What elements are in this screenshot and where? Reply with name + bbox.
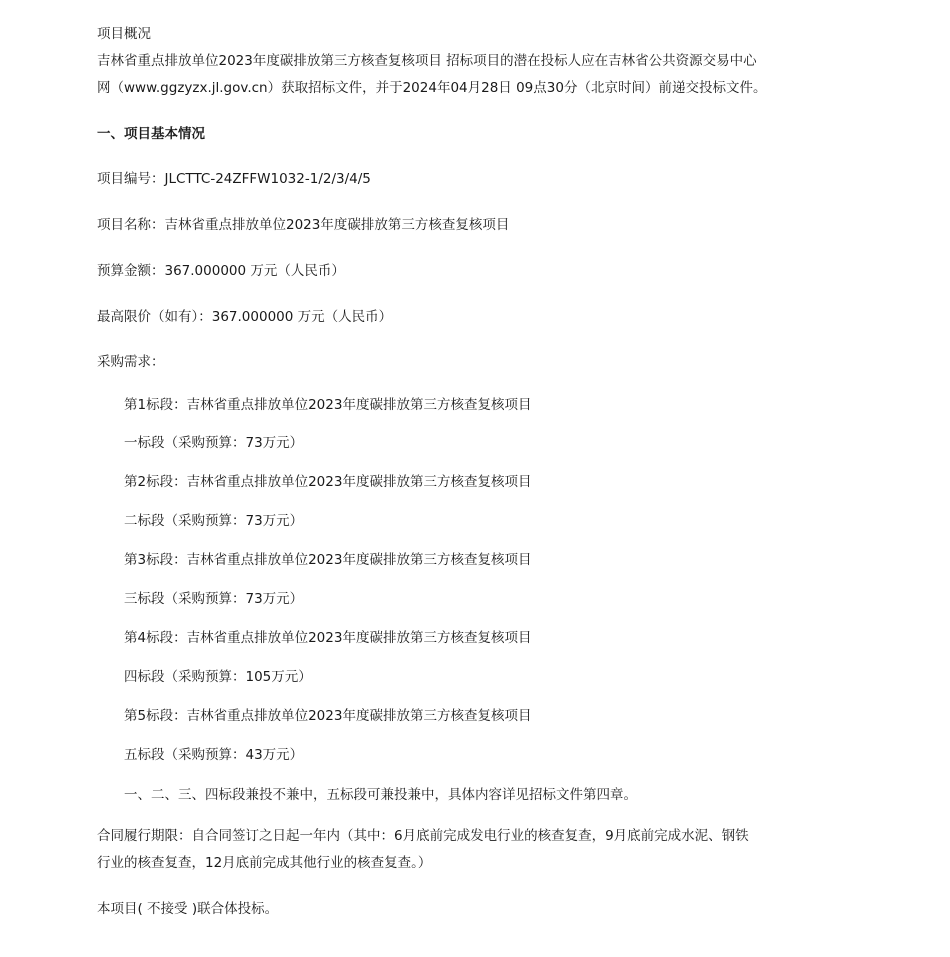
lot-2-name: 第2标段：吉林省重点排放单位2023年度碳排放第三方核查复核项目 [124,474,532,490]
lots-note: 一、二、三、四标段兼投不兼中，五标段可兼投兼中，具体内容详见招标文件第四章。 [124,787,637,803]
lot-3-name: 第3标段：吉林省重点排放单位2023年度碳排放第三方核查复核项目 [124,552,532,568]
overview-intro-line1: 吉林省重点排放单位2023年度碳排放第三方核查复核项目 招标项目的潜在投标人应在吉林省公共资源交易中心 [97,53,757,69]
section-title-basic-info: 一、项目基本情况 [97,126,205,142]
project-name: 项目名称：吉林省重点排放单位2023年度碳排放第三方核查复核项目 [97,217,510,233]
overview-intro-line2: 网（www.ggzyzx.jl.gov.cn）获取招标文件，并于2024年04月28日 09点30分（北京时间）前递交投标文件。 [97,80,767,96]
project-number: 项目编号：JLCTTC-24ZFFW1032-1/2/3/4/5 [97,171,371,187]
lot-4-name: 第4标段：吉林省重点排放单位2023年度碳排放第三方核查复核项目 [124,630,532,646]
overview-heading: 项目概况 [97,26,151,42]
consortium-statement: 本项目( 不接受 )联合体投标。 [97,901,279,917]
contract-period-line2: 行业的核查复查，12月底前完成其他行业的核查复查。） [97,855,432,871]
budget-amount: 预算金额：367.000000 万元（人民币） [97,263,345,279]
lot-2-budget: 二标段（采购预算：73万元） [124,513,304,529]
procurement-label: 采购需求： [97,354,165,370]
max-price: 最高限价（如有）：367.000000 万元（人民币） [97,309,393,325]
lot-4-budget: 四标段（采购预算：105万元） [124,669,312,685]
lot-1-name: 第1标段：吉林省重点排放单位2023年度碳排放第三方核查复核项目 [124,397,532,413]
lot-3-budget: 三标段（采购预算：73万元） [124,591,304,607]
lot-5-budget: 五标段（采购预算：43万元） [124,747,304,763]
lot-5-name: 第5标段：吉林省重点排放单位2023年度碳排放第三方核查复核项目 [124,708,532,724]
contract-period-line1: 合同履行期限：自合同签订之日起一年内（其中：6月底前完成发电行业的核查复查，9月底前完成水泥、钢铁 [97,828,749,844]
lot-1-budget: 一标段（采购预算：73万元） [124,435,304,451]
